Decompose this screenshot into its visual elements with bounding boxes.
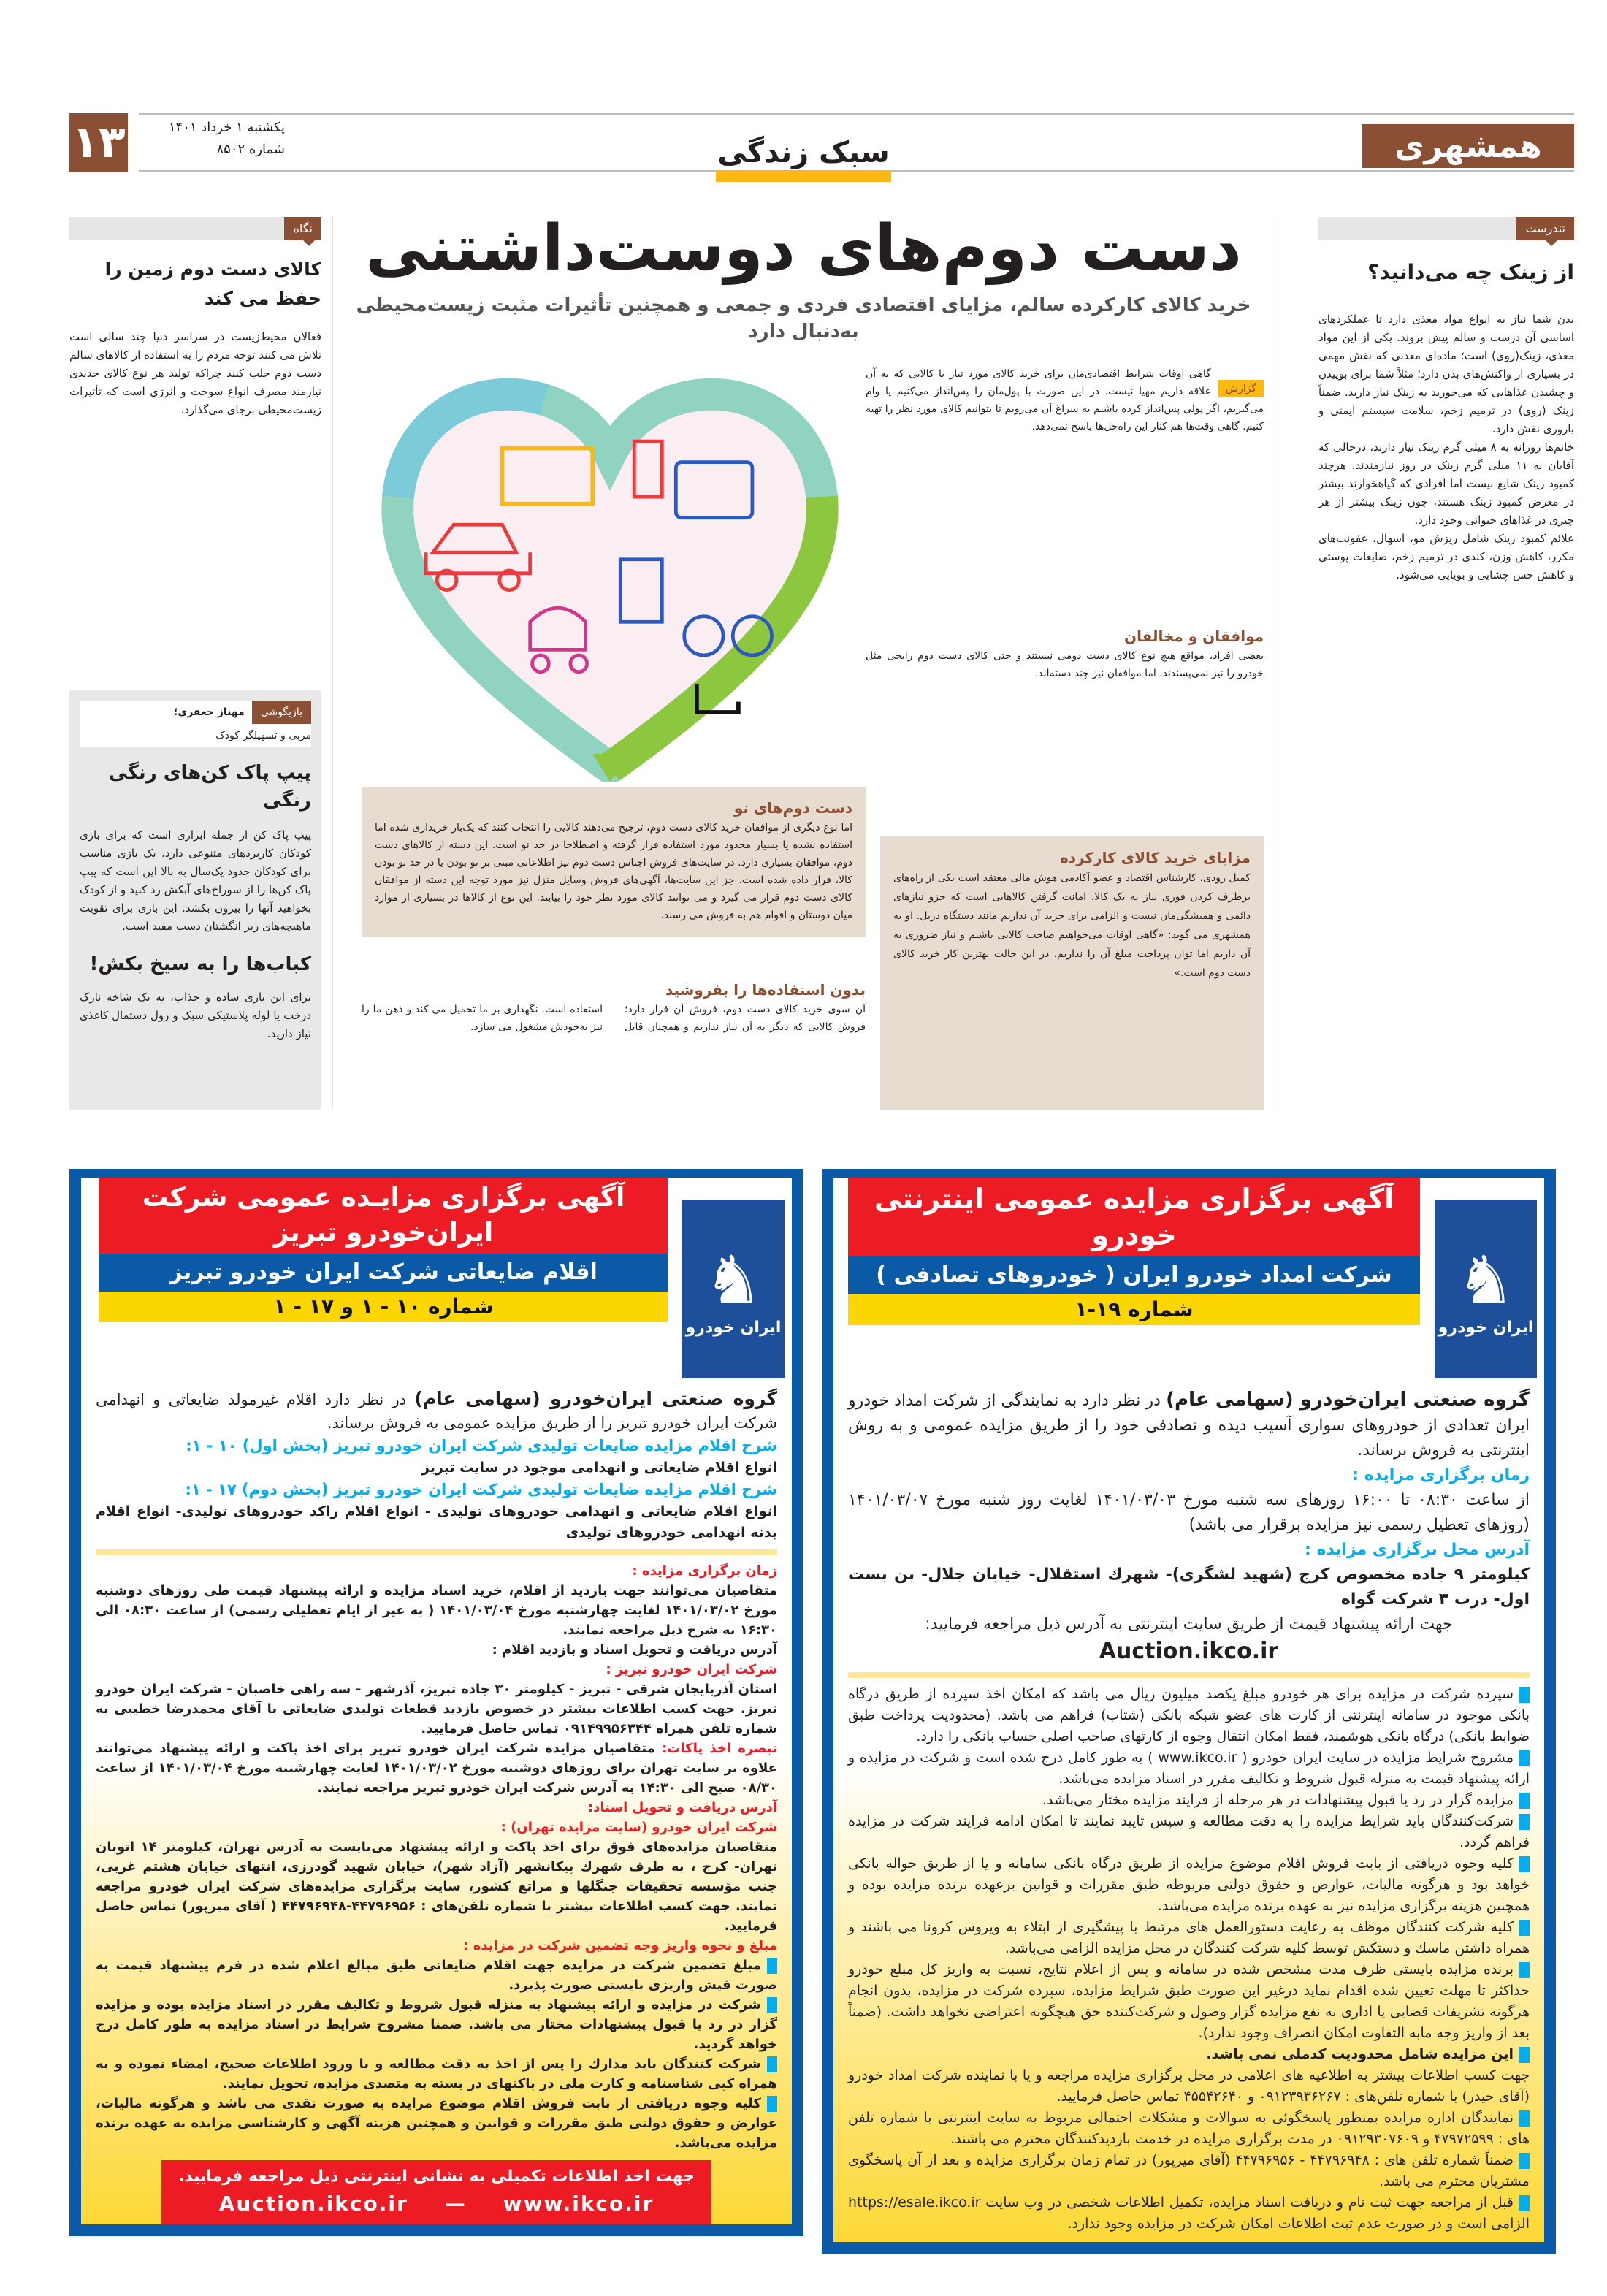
part1-text: انواع اقلام ضایعاتی و انهدامی موجود در سایت تبریز — [421, 1460, 777, 1476]
bullet: مبلغ تضمین شرکت در مزایده جهت اقلام ضایعاتی طبق مبالغ اعلام شده در فرم پیشنهاد قیمت به صورت فیش واریزی بایستی صورت پذیرد. — [81, 1956, 792, 1995]
bullet: قبل از مراجعه جهت ثبت نام و دریافت اسناد مزایده، تکمیل اطلاعات شخصی در وب سایت https://esale.ikco.ir الزامی است و در صورت عدم ثبت اطلاعات امکان شرکت در مزایده وجود ندارد. — [833, 2192, 1544, 2235]
subheading: مزایای خرید کالای کارکرده — [1060, 849, 1251, 866]
ikco-site-link[interactable]: www.ikco.ir — [503, 2192, 654, 2216]
paragraph: آن سوی خرید کالای دست دوم، فروش آن قرار دارد؛ فروش کالایی که دیگر به آن نیاز نداریم و همچنان قابل استفاده است. نگهداری بر ما تحمیل می کند و ذهن ما را نیز به‌خودش مشغول می سازد. — [362, 1004, 866, 1033]
ad-title: آگهی برگزاری مزایده عمومی اینترنتی خودرو — [848, 1178, 1420, 1256]
ad-ikco-auction-cars — [822, 1169, 1556, 2254]
spacer — [81, 2153, 792, 2160]
tehran-text: متقاضیان مزایده‌های فوق برای اخذ پاکت و ارائه پیشنهاد می‌بایست به آدرس تهران، کیلومتر ۱۴ اتوبان تهران- کرج ، به طرف شهرك پیکانشهر (آزاد شهر)، خیابان شهید گودرزی، انتهای خیابان هشتم غربی، جنب مؤسسه تحقیقات جنگلها و مراتع کشور، سایت برگزاری مزایده‌های شرکت ایران خودرو مراجعه نمایند. جهت کسب اطلاعات بیشتر با شماره تلفن‌های : ۴۴۷۹۶۹۵۶-۴۴۷۹۶۹۴۸ ( آقای میرپور) تماس حاصل فرمایید. — [96, 1839, 777, 1934]
heart-shape — [397, 394, 822, 768]
left-column — [69, 217, 321, 419]
heading-time: زمان برگزاری مزایده : — [1352, 1466, 1530, 1484]
ikco-logo: ♞ ایران خودرو — [682, 1200, 785, 1378]
ikco-logo: ♞ ایران خودرو — [1435, 1200, 1537, 1378]
section-tag: تندرست — [1318, 217, 1574, 240]
right-column — [1318, 217, 1574, 584]
note-text: متقاضیان مزایده شرکت ایران خودرو تبریز برای اخذ پاکت و ارائه پیشنهاد می‌توانند علاوه بر سایت تهران برای روزهای دوشنبه مورخ ۱۴۰۱/۰۳/۰۲ لغایت چهارشنبه مورخ ۱۴۰۱/۰۳/۰۴ از ساعت ۰۸/۳۰ صبح الی ۱۴:۳۰ به آدرس شرکت ایران خودرو تبریز مراجعه نمایند. — [96, 1741, 777, 1796]
subheading: موافقان و مخالفان — [1124, 628, 1264, 645]
paragraph: فعالان محیط‌زیست در سراسر دنیا چند سالی است تلاش می کنند توجه مردم را به استفاده از کالاهای سالم دست دوم جلب کنند چراکه تولید هر نوع کالای جدیدی نیازمند مصرف انواع سوخت و انرژی است که تأثیرات زیست‌محیطی برجای می‌گذارد. — [69, 330, 321, 416]
heart-illustration — [358, 358, 862, 782]
ad-number: شماره ۱۹-۱ — [848, 1294, 1420, 1325]
bazigooshi-box — [69, 690, 321, 1110]
heading-docs: آدرس دریافت و تحویل اسناد: — [587, 1800, 777, 1815]
ad-title: آگهی برگزاری مزایـده عمومی شرکت ایران‌خودرو تبریز — [99, 1178, 668, 1254]
article-title: از زینک چه می‌دانید؟ — [1367, 260, 1574, 284]
bullet: مزایده گزار در رد یا قبول پیشنهادات در هر مرحله از فرایند مزایده مختار می‌باشد. — [833, 1790, 1544, 1811]
paragraph: گاهی اوقات شرایط اقتصادی‌مان برای خرید کالای مورد نیاز یا کالایی که به آن علاقه داریم مهیا نیست. در این صورت با پول‌مان را پس‌انداز می‌کنیم یا وام می‌گیریم، اگر پولی پس‌انداز کرده باشیم به سراغ آن می‌رویم تا بتوانیم کالای مورد نظر را تهیه کنیم. گاهی وقت‌ها هم کنار این راه‌حل‌ها پاسخ نمی‌دهد. — [866, 368, 1264, 432]
bullet: برنده مزایده بایستی ظرف مدت مشخص شده در سامانه و پس از اعلام نتایج، نسبت به واریز کل مبلغ خودرو حداکثر تا مهلت تعیین شده اقدام نماید درغیر این صورت طبق شرایط مزایده، سپرده شرکت در مزایده، بدون انجام هرگونه تشریفات قضایی یا اداری به نفع مزایده گزار وصول و شرکت‌کننده حق هیچگونه اعتراضی نخواهد داشت. (ضمناً بعد از واریز وجه مابه التفاوت امکان انصراف وجود ندارد). — [833, 1959, 1544, 2044]
separator — [96, 1549, 777, 1555]
benefits-box — [880, 836, 1264, 1110]
paragraph: بعضی افراد، مواقع هیچ نوع کالای دست دومی نیستند و حتی کالای دست دوم رایجی مثل خودرو را نیز نمی‌پسندند. اما موافقان نیز چند دسته‌اند. — [866, 650, 1264, 679]
bullet: کلیه شرکت کنندگان موظف به رعایت دستورالعمل های مرتبط با پیشگیری از ابتلاء به ویروس کرونا می باشند و همراه داشتن ماسك و دستکش توسط کلیه شرکت کنندگان در محل مزایده الزامی می‌باشد. — [833, 1917, 1544, 1959]
headline: دست دوم‌های دوست‌داشتنی — [365, 212, 1242, 285]
bullet: سپرده شرکت در مزایده برای هر خودرو مبلغ یکصد میلیون ریال می باشد که امکان اخذ سپرده از طریق درگاه بانکی موجود در سامانه اینترنتی از کارت های عضو شبکه بانکی (شتاب) فراهم می باشد. (محدودیت پرداخت طبق ضوابط بانکی) درگاه بانکی هوشمند، فقط امکان انتقال وجوه از کارتهای صاحب اصلی حساب بانکی را دارد. — [833, 1684, 1544, 1747]
subheading: دست دوم‌های نو — [733, 799, 852, 817]
footer-text: جهت اخذ اطلاعات تکمیلی به نشانی اینترنتی ذیل مراجعه فرمایید. — [178, 2167, 695, 2186]
issue-number: شماره ۸۵۰۲ — [216, 142, 285, 157]
auction-site-link[interactable]: Auction.ikco.ir — [1099, 1639, 1279, 1664]
heading-note: تبصره اخذ پاکات: — [662, 1741, 777, 1756]
heading-tehran: شرکت ایران خودرو (سایت مزایده تهران) : — [500, 1820, 777, 1835]
date-info — [139, 117, 285, 161]
paragraph: بدن شما نیاز به انواع مواد مغذی دارد تا عملکردهای اساسی آن درست و سالم پیش بروند. یکی از این مواد مغذی، زینک(روی) است؛ ماده‌ای معدنی که نقش مهمی در بسیاری از واکنش‌های بدن دارد؛ مثلاً شما برای بوییدن و چشیدن غذاهایی که می‌خورید به زینک نیاز دارید. ضمناً زینک (روی) در ترمیم زخم، سلامت سیستم ایمنی و باروری نقش دارد. — [1318, 313, 1574, 435]
bullet: شرکت در مزایده و ارائه پیشنهاد به منزله قبول شروط و تکالیف مقرر در اسناد مزایده بوده و مزایده گزار در رد یا قبول پیشنهادات مختار می باشد. ضمنا مشروح شرایط در اسناد مزایده به طور کامل درج خواهد گردید. — [81, 1995, 792, 2054]
heading-tabriz: شرکت ایران خودرو تبریز : — [606, 1662, 777, 1677]
new-secondhand-box — [362, 787, 866, 937]
ad-subtitle: شرکت امداد خودرو ایران ( خودروهای تصادفی ) — [848, 1256, 1420, 1294]
horse-shield-icon: ♞ — [703, 1241, 763, 1319]
newspaper-logo: همشهری — [1362, 124, 1574, 168]
bullet: شرکت‌کنندگان باید شرایط مزایده را به دقت مطالعه و سپس تایید نمایند تا امکان ادامه فرایند شرکت در مزایده فراهم گردد. — [833, 1811, 1544, 1853]
intro-bold: گروه صنعتی ایران‌خودرو (سهامی عام) — [414, 1388, 777, 1409]
horse-shield-icon: ♞ — [1456, 1241, 1516, 1319]
bullet: کلیه وجوه دریافتی از بابت فروش اقلام موضوع مزایده به صورت نقدی می باشد و هرگونه مالیات، عوارض و حقوق دولتی طبق مقررات و قوانین و همچنین هزینه آگهی و کارشناسی مزایده به عهده برنده مزایده می‌باشد. — [81, 2094, 792, 2153]
sell-section — [362, 979, 866, 1036]
section-tag: نگاه — [69, 217, 321, 240]
heading-deposit: مبلغ و نحوه واریز وجه تضمین شرکت در مزایده : — [463, 1938, 777, 1953]
box-title: کباب‌ها را به سیخ بکش! — [89, 953, 311, 975]
bullet: شرکت کنندگان باید مدارك را پس از اخذ به دقت مطالعه و با ورود اطلاعات صحیح، امضاء نموده و به همراه کپی شناسنامه و کارت ملی در پاکتهای در بسته به متصدی مزایده، تحویل نمایند. — [81, 2054, 792, 2094]
bullet: ضمناً شماره تلفن های : ۴۴۷۹۶۹۴۸ - ۴۴۷۹۶۹۵۶ (آقای میرپور) در تمام زمان برگزاری مزایده و بعد از آن پاسخگوی مشتریان محترم می باشد. — [833, 2150, 1544, 2192]
visit-text: جهت ارائه پیشنهاد قیمت از طریق سایت اینترنتی به آدرس ذیل مراجعه فرمایید: — [925, 1615, 1453, 1633]
tabriz-text: استان آذربایجان شرقی - تبریز - کیلومتر ۳۰ جاده تبریز، آذرشهر - سه راهی خاصبان - شرکت ایران خودرو تبریز. جهت کسب اطلاعات بیشتر در خصوص بازدید قطعات تولیدی ضایعاتی با آقای محمدرضا خطیبی به شماره تلفن همراه ۰۹۱۴۹۹۵۶۳۴۴ تماس حاصل فرمایید. — [96, 1682, 777, 1736]
bullet: کلیه وجوه دریافتی از بابت فروش اقلام موضوع مزایده از طریق درگاه بانکی سامانه و یا از طریق حواله بانکی خواهد بود و هرگونه مالیات، عوارض و حقوق دولتی مربوطه طبق مقررات و قوانین برعهده برنده مزایده بوده و همچنین هزینه برگزاری مزایده نیز به عهده برنده مزایده می‌باشد. — [833, 1853, 1544, 1917]
paragraph: پیپ پاک کن از جمله ابزاری است که برای بازی کودکان کاربردهای متنوعی دارد. یک بازی مناسب برای کودکان حدود یک‌سال به بالا این است که پیپ پاک کن‌ها را از سوراخ‌های آبکش رد کنید و از کودک بخواهید آنها را بیرون بکشد. این بازی برای تقویت ماهیچه‌های ریز انگشتان دست مفید است. — [80, 828, 311, 933]
heading-address: آدرس محل برگزاری مزایده : — [1305, 1541, 1530, 1559]
address-text: کیلومتر ۹ جاده مخصوص کرج (شهید لشگری)- شهرك استقلال- خیابان جلال- بن بست اول- درب ۳ شرکت گواه — [848, 1565, 1530, 1609]
time-text: از ساعت ۰۸:۳۰ تا ۱۶:۰۰ روزهای سه شنبه مورخ ۱۴۰۱/۰۳/۰۳ لغایت روز شنبه مورخ ۱۴۰۱/۰۳/۰۷ (روزهای تعطیل رسمی نیز مزایده برقرار می باشد) — [848, 1491, 1530, 1534]
paragraph: برای این بازی ساده و جذاب، به یک شاخه نازک درخت یا لوله پلاستیکی سبک و رول دستمال کاغذی نیاز دارید. — [80, 991, 311, 1040]
intro: در نظر دارد اقلام غیرمولد ضایعاتی و انهدامی شرکت ایران خودرو تبریز را از طریق مزایده عمومی به فروش برساند. — [96, 1391, 777, 1432]
paragraph: کمیل رودی، کارشناس اقتصاد و عضو آکادمی هوش مالی معتقد است یکی از راه‌های برطرف کردن فوری نیاز به یک کالا، امانت گرفتن کالاهایی است که جزو نیازهای دائمی و همیشگی‌مان نیست و الزامی برای خرید آن نداریم مانند دستگاه دریل. او به همشهری می گوید: «گاهی اوقات می‌خواهیم صاحب کالایی باشیم و نیاز ضروری به آن داریم اما توان پرداخت مبلغ آن را نداریم، در این حالت بهترین کار خرید کالای دست دوم است.» — [893, 872, 1251, 979]
ad-ikco-tabriz-auction — [69, 1169, 804, 2236]
heading-time: زمان برگزاری مزایده : — [632, 1563, 777, 1579]
dash: — — [444, 2192, 467, 2216]
report-section — [866, 365, 1264, 682]
box-title: پیپ پاک کن‌های رنگی رنگی — [108, 762, 311, 812]
ad-number: شماره ۱۰ - ۱ و ۱۷ - ۱ — [99, 1292, 668, 1322]
paragraph: خانم‌ها روزانه به ۸ میلی گرم زینک نیاز دارند، درحالی که آقایان به ۱۱ میلی گرم زینک در روز نیازمندند. هرچند کمبود زینک شایع نیست اما افرادی که گیاهخوارند بیشتر در معرض کمبود زینک هستند، چون زینک بیشتر از هر چیزی در غذاهای حیوانی وجود دارد. — [1318, 440, 1574, 527]
subheadline: خرید کالای کارکرده سالم، مزایای اقتصادی فردی و جمعی و همچنین تأثیرات مثبت زیست‌محیطی به‌دنبال دارد — [356, 294, 1251, 343]
box-tag: بازیگوشی مهناز جعفری؛ مربی و تسهیلگر کودک — [80, 701, 311, 747]
header-top-rule — [139, 113, 1574, 115]
column-divider — [332, 217, 333, 1108]
contact-text: جهت کسب اطلاعات بیشتر به اطلاعیه های اعلامی در محل برگزاری مزایده مراجعه و یا با نماینده شرکت امداد خودرو (آقای حیدر) با شماره تلفن‌های : ۰۹۱۲۳۹۳۶۲۶۷ و ۴۵۵۴۲۶۴۰ تماس حاصل فرمایید. — [848, 2067, 1530, 2105]
article-title: کالای دست دوم زمین را حفظ می کند — [104, 259, 321, 309]
bullet: این مزایده شامل محدودیت کدملی نمی باشد. — [833, 2044, 1544, 2065]
bullet: مشروح شرایط مزایده در سایت ایران خودرو ( www.ikco.ir ) به طور کامل درج شده است و شرکت در مزایده و ارائه پیشنهاد قیمت به منزله قبول شروط و تکالیف مقرر در اسناد مزایده می‌باشد. — [833, 1747, 1544, 1790]
ad-footer — [161, 2160, 711, 2224]
report-tag: گزارش — [1218, 380, 1264, 397]
paragraph: اما نوع دیگری از موافقان خرید کالای دست دوم، ترجیح می‌دهند کالایی را انتخاب کنند که یک‌بار خریداری شده اما استفاده نشده یا بسیار محدود مورد استفاده قرار گرفته و اصطلاحا در حد نو است. این دسته از کالاهای دست دوم، موافقان بسیاری دارد. در سایت‌های فروش اجناس دست دوم نیز اطلاعاتی مبنی بر نو بودن یا در حد نو بودن کالا، قرار داده شده است. جز این سایت‌ها، آگهی‌های فروش وسایل منزل نیز مورد توجه این دسته از موافقان کالای دست دوم قرار می گیرد و می توانند کالای مورد نظر خود را بیابند. این نوع از کالاها در بسیاری از موارد میان دوستان و اقوام هم به فروش می رسند. — [375, 822, 852, 921]
time-text: متقاضیان می‌توانند جهت بازدید از اقلام، خرید اسناد مزایده و ارائه پیشنهاد قیمت طی روزهای دوشنبه مورخ ۱۴۰۱/۰۳/۰۲ لغایت چهارشنبه مورخ ۱۴۰۱/۰۳/۰۴ ( به غیر از ایام تعطیلی رسمی) از ساعت ۰۸:۳۰ الی ۱۶:۳۰ به شرح ذیل مراجعه نمایند. — [96, 1583, 778, 1638]
section-title: سبک زندگی — [716, 135, 891, 182]
bullet: نمایندگان اداره مزایده بمنظور پاسخگوئی به سوالات و مشکلات احتمالی مربوط به سایت اینترنتی با شماره تلفن های : ۴۷۹۷۲۵۹۹ و ۰۹۱۲۹۳۰۷۶۰۹ در مدت برگزاری مزایده در خدمت بازدیدکنندگان محترم می باشند. — [833, 2108, 1544, 2150]
paragraph: علائم کمبود زینک شامل ریزش مو، اسهال، عفونت‌های مکرر، کاهش وزن، کندی در ترمیم زخم، ضایعات پوستی و کاهش حس چشایی و بویایی می‌شود. — [1318, 532, 1574, 581]
part2-text: انواع اقلام ضایعاتی و انهدامی خودروهای تولیدی - انواع اقلام راکد خودروهای تولیدی- انواع اقلام بدنه انهدامی خودروهای تولیدی — [96, 1503, 777, 1541]
subheading: بدون استفاده‌ها را بفروشید — [665, 981, 866, 999]
address-label: آدرس دریافت و تحویل اسناد و بازدید اقلام : — [492, 1642, 777, 1658]
intro: در نظر دارد به نمایندگی از شرکت امداد خودرو ایران تعدادی از خودروهای سواری آسیب دیده و تصادفی خود را از طریق مزایده عمومی و به روش اینترنتی به فروش برساند. — [848, 1392, 1530, 1460]
date: یکشنبه ۱ خرداد ۱۴۰۱ — [168, 120, 285, 135]
page-number: ۱۳ — [69, 113, 128, 172]
intro-bold: گروه صنعتی ایران‌خودرو (سهامی عام) — [1166, 1389, 1530, 1411]
heading-part1: شرح اقلام مزایده ضایعات تولیدی شرکت ایران خودرو تبریز (بخش اول) ۱۰ - ۱: — [186, 1437, 777, 1454]
ad-subtitle: اقلام ضایعاتی شرکت ایران خودرو تبریز — [99, 1254, 668, 1292]
auction-site-link[interactable]: Auction.ikco.ir — [218, 2192, 408, 2216]
heading-part2: شرح اقلام مزایده ضایعات تولیدی شرکت ایران خودرو تبریز (بخش دوم) ۱۷ - ۱: — [185, 1481, 777, 1498]
separator — [848, 1672, 1530, 1678]
